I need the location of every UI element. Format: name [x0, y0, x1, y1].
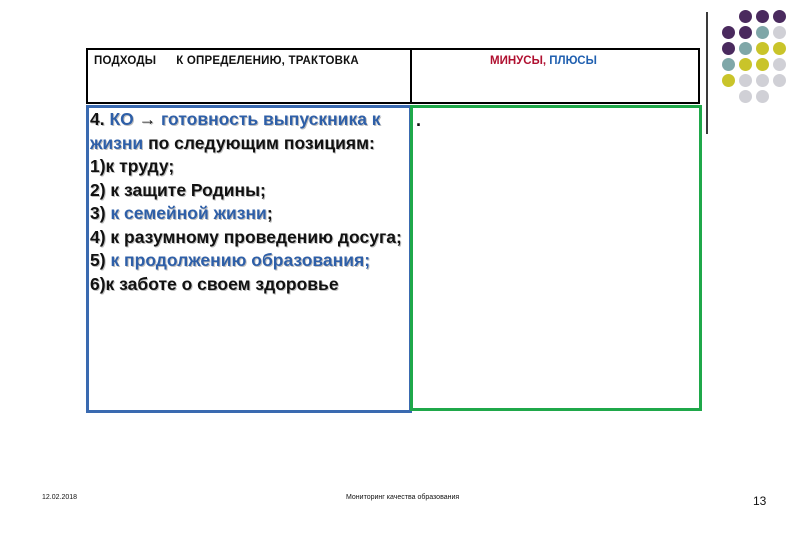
decorative-dot	[756, 26, 769, 39]
readiness-phrase: готовность выпускника к	[161, 109, 381, 129]
list-item-homeland: 2) к защите Родины;	[90, 179, 266, 200]
page-number: 13	[753, 494, 767, 508]
list-item-leisure: 4) к разумному проведению досуга;	[90, 226, 402, 247]
decorative-dot	[756, 90, 769, 103]
decorative-dot	[773, 26, 786, 39]
decorative-dot-grid	[722, 10, 810, 120]
decorative-dot	[773, 10, 786, 23]
list-item-health: 6)к заботе о своем здоровье	[90, 273, 339, 294]
decorative-dot	[722, 58, 735, 71]
footer-date: 12.02.2018	[42, 494, 78, 501]
header-plus-label: ПЛЮСЫ	[546, 55, 597, 67]
decorative-dot	[756, 74, 769, 87]
decorative-dot	[739, 26, 752, 39]
definition-line-2	[90, 132, 408, 156]
footer-title: Мониторинг качества образования	[346, 494, 460, 501]
positions-phrase: по следующим позициям:	[143, 132, 375, 153]
list-item-family-suffix: ;	[266, 203, 273, 223]
decorative-dot	[739, 74, 752, 87]
decorative-dot	[756, 42, 769, 55]
decorative-dot	[756, 10, 769, 23]
decorative-dot	[773, 42, 786, 55]
header-approaches	[94, 55, 359, 67]
list-item-family	[90, 202, 408, 226]
list-item-education-number: 5)	[90, 250, 111, 270]
decorative-dot	[739, 42, 752, 55]
decorative-dot	[756, 58, 769, 71]
decorative-vertical-line	[706, 12, 708, 134]
decorative-dot	[739, 90, 752, 103]
pros-cons-mark: .	[416, 110, 422, 130]
list-item-work: 1)к труду;	[90, 156, 175, 176]
header-pros-cons	[490, 55, 597, 67]
arrow-icon: →	[133, 109, 161, 129]
pros-cons-cell	[410, 105, 702, 411]
decorative-dot	[739, 58, 752, 71]
list-item-family-text: к семейной жизни	[110, 203, 267, 223]
header-definition-label: К ОПРЕДЕЛЕНИЮ, ТРАКТОВКА	[176, 55, 359, 67]
list-item-education	[90, 249, 408, 273]
item-number: 4.	[90, 109, 110, 129]
decorative-dot	[739, 10, 752, 23]
list-item-education-text: к продолжению образования;	[110, 250, 371, 270]
header-approaches-label: ПОДХОДЫ	[94, 55, 157, 67]
ko-term: КО	[109, 109, 134, 129]
definition-line-1	[90, 108, 408, 132]
life-word: жизни	[90, 132, 144, 153]
decorative-dot	[722, 26, 735, 39]
decorative-dot	[773, 58, 786, 71]
definition-text	[90, 108, 408, 296]
decorative-dot	[722, 42, 735, 55]
list-item-family-number: 3)	[90, 203, 111, 223]
header-column-divider	[410, 48, 412, 104]
decorative-dot	[722, 74, 735, 87]
decorative-dot	[773, 74, 786, 87]
header-minus-label: МИНУСЫ,	[490, 55, 547, 67]
